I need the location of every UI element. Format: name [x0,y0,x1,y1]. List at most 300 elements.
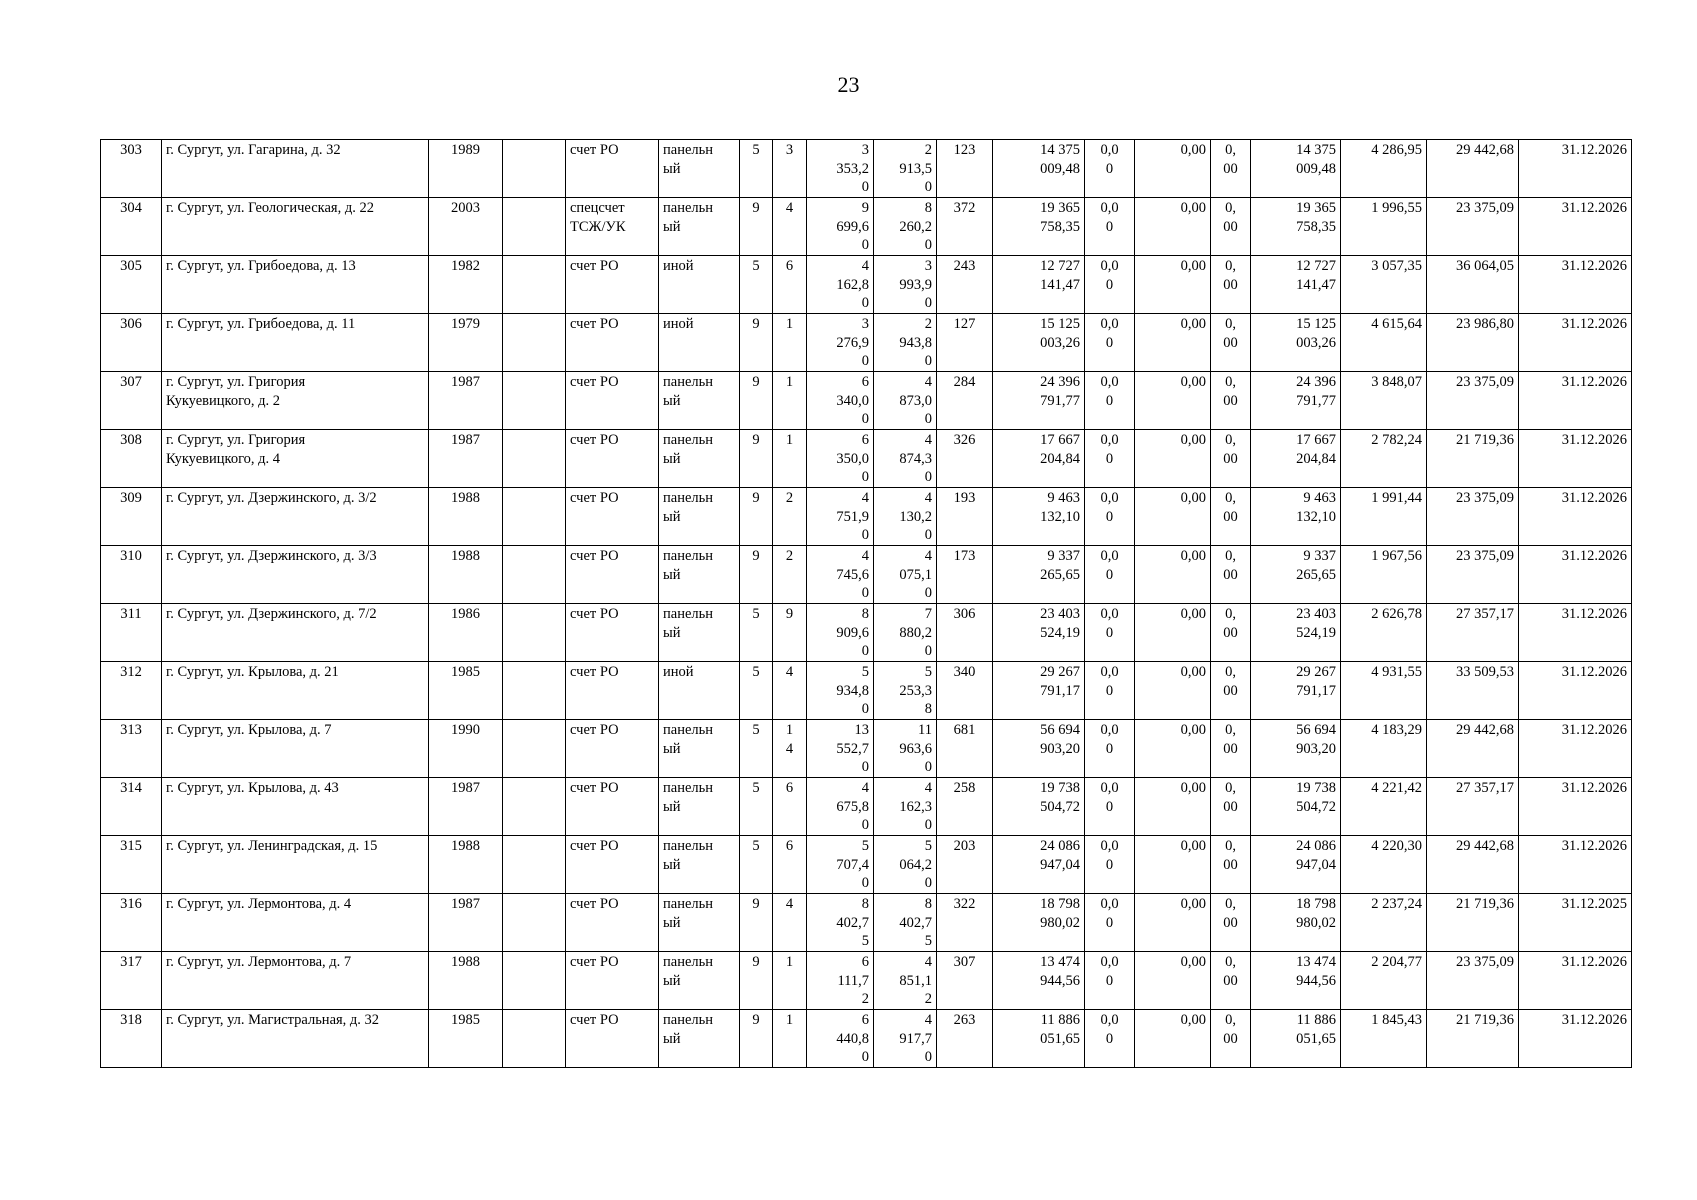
cell-cost-per-m2 [1341,662,1427,720]
cell-living-area [874,1010,937,1068]
cell-address [162,604,429,662]
cell-row-number-text: 315 [120,838,142,854]
cell-row-number [101,662,162,720]
cell-limit-cost-text: 23 375,09 [1456,374,1514,390]
cell-floors-text: 5 [752,606,760,622]
registry-table-body [101,140,1632,1068]
cell-cost-regional-text: 0,00 [1180,1012,1206,1028]
table-row [101,894,1632,952]
cell-floors [740,430,773,488]
cell-account-type-text: счет РО [570,664,619,680]
cell-planned-date [1519,720,1632,778]
cell-year-text: 1987 [451,896,480,912]
cell-cost-federal [1085,314,1135,372]
cell-floors-text: 5 [752,664,760,680]
cell-year-text: 1985 [451,1012,480,1028]
cell-account-type [566,662,659,720]
cell-residents-text: 193 [953,490,976,506]
cell-cost-owners-text: 29 267 791,17 [1296,664,1336,699]
cell-wall-material-text: панельн ый [663,606,713,641]
cell-address [162,778,429,836]
cell-empty [503,604,566,662]
cell-total-cost-text: 17 667 204,84 [1040,432,1080,467]
cell-cost-local-text: 0, 00 [1223,258,1238,293]
cell-total-cost [993,836,1085,894]
cell-address-text: г. Сургут, ул. Лермонтова, д. 7 [166,954,352,970]
cell-total-area [807,894,874,952]
cell-cost-per-m2-text: 4 220,30 [1371,838,1422,854]
cell-cost-owners [1251,720,1341,778]
cell-cost-per-m2 [1341,256,1427,314]
cell-cost-federal [1085,604,1135,662]
cell-limit-cost-text: 29 442,68 [1456,142,1514,158]
cell-floors [740,140,773,198]
cell-planned-date-text: 31.12.2026 [1561,374,1627,390]
cell-cost-local [1211,488,1251,546]
cell-cost-federal-text: 0,0 0 [1100,896,1119,931]
cell-wall-material-text: панельн ый [663,896,713,931]
cell-address [162,430,429,488]
cell-row-number-text: 306 [120,316,142,332]
cell-cost-federal [1085,488,1135,546]
cell-row-number [101,140,162,198]
cell-cost-per-m2-text: 3 848,07 [1371,374,1422,390]
cell-address-text: г. Сургут, ул. Крылова, д. 21 [166,664,339,680]
cell-cost-local-text: 0, 00 [1223,200,1238,235]
cell-entrances [773,778,807,836]
cell-limit-cost [1427,198,1519,256]
cell-wall-material-text: панельн ый [663,490,713,525]
cell-year [429,430,503,488]
table-row [101,604,1632,662]
cell-planned-date-text: 31.12.2026 [1561,432,1627,448]
cell-address-text: г. Сургут, ул. Ленинградская, д. 15 [166,838,378,854]
cell-total-cost-text: 23 403 524,19 [1040,606,1080,641]
cell-empty [503,720,566,778]
cell-total-cost-text: 12 727 141,47 [1040,258,1080,293]
cell-total-cost [993,894,1085,952]
cell-row-number-text: 313 [120,722,142,738]
cell-floors [740,546,773,604]
cell-total-cost-text: 11 886 051,65 [1040,1012,1080,1047]
cell-cost-regional [1135,836,1211,894]
cell-total-cost [993,430,1085,488]
cell-address-text: г. Сургут, ул. Крылова, д. 43 [166,780,339,796]
cell-cost-federal [1085,546,1135,604]
cell-residents [937,604,993,662]
cell-floors-text: 9 [752,490,760,506]
table-row [101,662,1632,720]
cell-entrances-text: 2 [785,490,794,506]
cell-cost-regional-text: 0,00 [1180,838,1206,854]
cell-cost-local-text: 0, 00 [1223,606,1238,641]
cell-planned-date-text: 31.12.2026 [1561,258,1627,274]
cell-living-area [874,430,937,488]
cell-total-area [807,198,874,256]
cell-cost-owners-text: 9 337 265,65 [1296,548,1336,583]
cell-cost-regional-text: 0,00 [1180,490,1206,506]
cell-row-number [101,1010,162,1068]
cell-year [429,140,503,198]
cell-planned-date [1519,314,1632,372]
cell-cost-per-m2 [1341,778,1427,836]
cell-cost-per-m2 [1341,372,1427,430]
page-number: 23 [837,72,860,97]
cell-address-text: г. Сургут, ул. Григория Кукуевицкого, д. 4 [166,432,306,467]
cell-cost-per-m2-text: 2 782,24 [1371,432,1422,448]
cell-row-number [101,546,162,604]
cell-account-type-text: счет РО [570,1012,619,1028]
cell-address-text: г. Сургут, ул. Крылова, д. 7 [166,722,332,738]
cell-account-type-text: счет РО [570,838,619,854]
cell-wall-material [659,952,740,1010]
cell-total-cost [993,372,1085,430]
cell-planned-date [1519,952,1632,1010]
cell-cost-per-m2-text: 4 286,95 [1371,142,1422,158]
cell-account-type [566,546,659,604]
cell-year-text: 1988 [451,954,480,970]
cell-total-cost [993,314,1085,372]
cell-empty [503,778,566,836]
cell-cost-federal-text: 0,0 0 [1100,1012,1119,1047]
cell-row-number [101,894,162,952]
cell-year-text: 1987 [451,432,480,448]
cell-cost-local-text: 0, 00 [1223,548,1238,583]
cell-year [429,604,503,662]
cell-total-cost [993,1010,1085,1068]
cell-total-area-text: 9 699,6 0 [836,200,869,253]
cell-wall-material-text: панельн ый [663,374,713,409]
cell-total-cost-text: 9 337 265,65 [1040,548,1080,583]
cell-cost-regional [1135,952,1211,1010]
cell-limit-cost [1427,662,1519,720]
cell-year [429,488,503,546]
cell-cost-per-m2-text: 4 221,42 [1371,780,1422,796]
cell-living-area [874,140,937,198]
cell-address [162,256,429,314]
table-row [101,720,1632,778]
cell-cost-regional-text: 0,00 [1180,258,1206,274]
cell-entrances [773,430,807,488]
cell-living-area [874,488,937,546]
cell-account-type [566,372,659,430]
cell-total-cost [993,546,1085,604]
cell-cost-owners [1251,662,1341,720]
cell-cost-federal [1085,894,1135,952]
cell-cost-owners-text: 13 474 944,56 [1296,954,1336,989]
cell-cost-regional-text: 0,00 [1180,954,1206,970]
cell-limit-cost-text: 33 509,53 [1456,664,1514,680]
table-row [101,198,1632,256]
cell-year-text: 1988 [451,490,480,506]
cell-cost-owners [1251,546,1341,604]
cell-cost-regional-text: 0,00 [1180,142,1206,158]
cell-limit-cost [1427,488,1519,546]
cell-entrances [773,372,807,430]
cell-empty [503,546,566,604]
cell-account-type [566,256,659,314]
cell-cost-local [1211,198,1251,256]
cell-cost-local-text: 0, 00 [1223,722,1238,757]
cell-cost-local-text: 0, 00 [1223,780,1238,815]
cell-cost-regional-text: 0,00 [1180,548,1206,564]
cell-limit-cost [1427,836,1519,894]
cell-planned-date-text: 31.12.2026 [1561,838,1627,854]
cell-living-area-text: 4 874,3 0 [899,432,932,485]
cell-living-area [874,372,937,430]
cell-planned-date-text: 31.12.2026 [1561,722,1627,738]
cell-limit-cost-text: 27 357,17 [1456,780,1514,796]
table-row [101,952,1632,1010]
cell-cost-regional [1135,198,1211,256]
cell-cost-local-text: 0, 00 [1223,954,1238,989]
cell-total-area [807,314,874,372]
cell-wall-material [659,256,740,314]
cell-wall-material [659,1010,740,1068]
cell-cost-regional [1135,140,1211,198]
cell-cost-federal [1085,952,1135,1010]
cell-cost-per-m2 [1341,140,1427,198]
cell-limit-cost-text: 21 719,36 [1456,896,1514,912]
table-row [101,1010,1632,1068]
cell-living-area-text: 11 963,6 0 [899,722,932,775]
cell-empty [503,430,566,488]
cell-cost-federal [1085,198,1135,256]
cell-limit-cost-text: 23 375,09 [1456,200,1514,216]
cell-address-text: г. Сургут, ул. Гагарина, д. 32 [166,142,341,158]
cell-entrances-text: 1 [785,432,794,448]
cell-cost-per-m2-text: 2 626,78 [1371,606,1422,622]
cell-total-cost [993,662,1085,720]
cell-limit-cost [1427,314,1519,372]
cell-residents [937,720,993,778]
cell-wall-material-text: панельн ый [663,838,713,873]
cell-year-text: 1988 [451,548,480,564]
cell-living-area [874,546,937,604]
cell-cost-federal-text: 0,0 0 [1100,606,1119,641]
cell-residents [937,488,993,546]
cell-row-number-text: 309 [120,490,142,506]
cell-cost-owners [1251,256,1341,314]
cell-cost-owners-text: 19 738 504,72 [1296,780,1336,815]
cell-planned-date [1519,140,1632,198]
cell-cost-local-text: 0, 00 [1223,838,1238,873]
cell-residents [937,778,993,836]
cell-total-cost [993,488,1085,546]
cell-limit-cost [1427,430,1519,488]
cell-floors-text: 5 [752,722,760,738]
cell-year [429,836,503,894]
cell-cost-per-m2 [1341,894,1427,952]
cell-residents [937,140,993,198]
cell-planned-date-text: 31.12.2026 [1561,664,1627,680]
cell-empty [503,198,566,256]
cell-floors-text: 9 [752,548,760,564]
cell-entrances-text: 1 [785,1012,794,1028]
cell-entrances [773,546,807,604]
cell-living-area [874,198,937,256]
cell-cost-federal-text: 0,0 0 [1100,722,1119,757]
cell-cost-per-m2 [1341,604,1427,662]
cell-limit-cost-text: 23 375,09 [1456,490,1514,506]
cell-year-text: 1987 [451,374,480,390]
cell-residents [937,836,993,894]
cell-cost-federal-text: 0,0 0 [1100,548,1119,583]
cell-cost-per-m2-text: 4 931,55 [1371,664,1422,680]
cell-wall-material-text: панельн ый [663,432,713,467]
cell-total-cost [993,604,1085,662]
cell-cost-federal [1085,372,1135,430]
cell-row-number [101,836,162,894]
cell-floors [740,894,773,952]
cell-address [162,952,429,1010]
cell-cost-federal [1085,430,1135,488]
cell-entrances [773,256,807,314]
cell-floors-text: 5 [752,838,760,854]
cell-cost-federal-text: 0,0 0 [1100,316,1119,351]
cell-cost-regional-text: 0,00 [1180,722,1206,738]
cell-residents-text: 322 [953,896,976,912]
cell-floors-text: 9 [752,1012,760,1028]
cell-planned-date [1519,488,1632,546]
cell-cost-regional [1135,314,1211,372]
cell-living-area-text: 4 851,1 2 [899,954,932,1007]
cell-year [429,256,503,314]
cell-floors [740,604,773,662]
cell-cost-local [1211,256,1251,314]
cell-cost-per-m2-text: 4 615,64 [1371,316,1422,332]
cell-entrances-text: 3 [785,142,794,158]
cell-total-area-text: 6 350,0 0 [836,432,869,485]
cell-cost-regional [1135,546,1211,604]
cell-living-area-text: 5 064,2 0 [899,838,932,891]
cell-floors [740,314,773,372]
cell-total-area [807,836,874,894]
cell-empty [503,488,566,546]
cell-wall-material-text: панельн ый [663,200,713,235]
cell-entrances [773,836,807,894]
cell-cost-local-text: 0, 00 [1223,664,1238,699]
cell-limit-cost [1427,952,1519,1010]
cell-total-area-text: 13 552,7 0 [836,722,869,775]
cell-cost-local [1211,314,1251,372]
cell-cost-per-m2-text: 1 845,43 [1371,1012,1422,1028]
cell-entrances-text: 9 [785,606,794,622]
cell-living-area-text: 4 075,1 0 [899,548,932,601]
cell-floors [740,836,773,894]
cell-cost-per-m2 [1341,720,1427,778]
cell-cost-owners [1251,778,1341,836]
cell-row-number-text: 305 [120,258,142,274]
cell-residents [937,314,993,372]
cell-cost-local [1211,778,1251,836]
cell-cost-owners [1251,604,1341,662]
cell-cost-per-m2 [1341,1010,1427,1068]
cell-limit-cost-text: 29 442,68 [1456,722,1514,738]
cell-wall-material-text: панельн ый [663,780,713,815]
cell-address [162,720,429,778]
cell-living-area-text: 7 880,2 0 [899,606,932,659]
cell-cost-federal-text: 0,0 0 [1100,838,1119,873]
cell-cost-local [1211,1010,1251,1068]
cell-account-type [566,1010,659,1068]
cell-entrances [773,662,807,720]
cell-cost-owners-text: 15 125 003,26 [1296,316,1336,351]
cell-floors [740,720,773,778]
cell-total-area [807,372,874,430]
cell-limit-cost [1427,256,1519,314]
cell-entrances [773,720,807,778]
cell-entrances-text: 1 4 [785,722,794,757]
cell-wall-material [659,314,740,372]
cell-residents-text: 681 [953,722,976,738]
cell-wall-material-text: иной [663,664,694,680]
cell-residents-text: 123 [953,142,976,158]
cell-cost-owners-text: 14 375 009,48 [1296,142,1336,177]
cell-total-cost-text: 19 738 504,72 [1040,780,1080,815]
cell-account-type [566,140,659,198]
cell-account-type-text: счет РО [570,374,619,390]
cell-residents-text: 263 [953,1012,976,1028]
cell-floors [740,662,773,720]
cell-empty [503,256,566,314]
cell-account-type [566,430,659,488]
cell-year [429,778,503,836]
cell-cost-per-m2-text: 2 237,24 [1371,896,1422,912]
cell-cost-regional [1135,256,1211,314]
cell-residents [937,662,993,720]
cell-floors [740,198,773,256]
cell-year-text: 1990 [451,722,480,738]
cell-account-type-text: счет РО [570,722,619,738]
cell-living-area [874,836,937,894]
cell-total-area [807,952,874,1010]
cell-cost-owners [1251,488,1341,546]
cell-residents-text: 203 [953,838,976,854]
cell-address-text: г. Сургут, ул. Грибоедова, д. 13 [166,258,356,274]
cell-account-type-text: счет РО [570,954,619,970]
cell-total-area-text: 3 353,2 0 [836,142,869,195]
cell-account-type-text: счет РО [570,780,619,796]
cell-floors [740,952,773,1010]
cell-cost-regional-text: 0,00 [1180,316,1206,332]
cell-living-area [874,720,937,778]
cell-total-area-text: 4 675,8 0 [836,780,869,833]
cell-cost-regional [1135,662,1211,720]
cell-cost-regional [1135,372,1211,430]
cell-cost-regional-text: 0,00 [1180,664,1206,680]
cell-address-text: г. Сургут, ул. Лермонтова, д. 4 [166,896,352,912]
cell-entrances [773,140,807,198]
cell-account-type [566,604,659,662]
cell-living-area [874,894,937,952]
cell-living-area [874,256,937,314]
cell-row-number [101,198,162,256]
cell-living-area [874,604,937,662]
cell-residents [937,372,993,430]
cell-residents-text: 258 [953,780,976,796]
cell-empty [503,372,566,430]
cell-cost-federal [1085,256,1135,314]
cell-cost-local [1211,952,1251,1010]
cell-total-cost [993,198,1085,256]
cell-row-number [101,314,162,372]
cell-cost-per-m2-text: 1 996,55 [1371,200,1422,216]
cell-planned-date-text: 31.12.2026 [1561,548,1627,564]
cell-total-area [807,1010,874,1068]
cell-total-cost-text: 13 474 944,56 [1040,954,1080,989]
cell-cost-local-text: 0, 00 [1223,1012,1238,1047]
